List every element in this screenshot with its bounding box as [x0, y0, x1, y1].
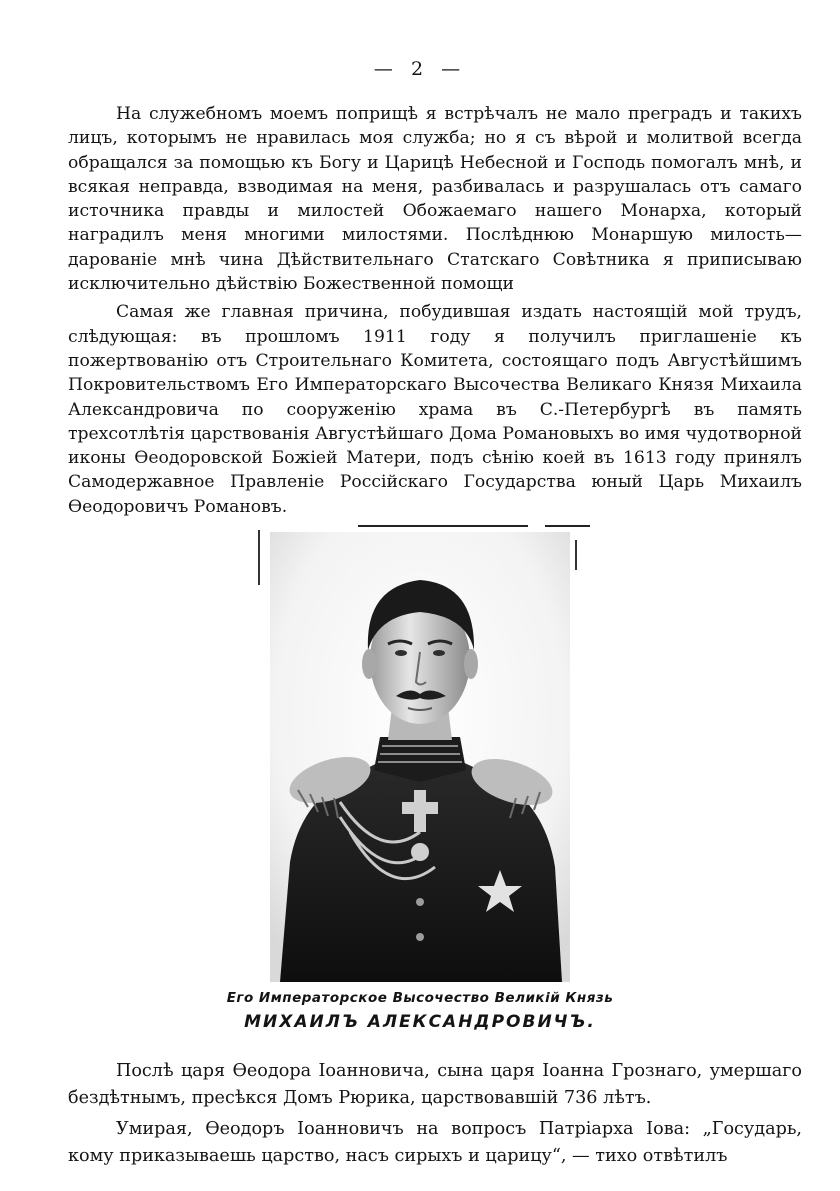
paragraph-main-reason: Самая же главная причина, побудившая издать настоящій мой трудъ, слѣдующая: въ прошломъ 1911 году я получилъ приглашеніе къ пожертвованію отъ Строительнаго Комитета, состоящаго подъ Августѣйшимъ Покровительствомъ Его Императорскаго Высочества Великаго Князя Михаила Александровича по сооруженію храма въ С.-Петербургѣ въ память трехсотлѣтія царствованія Августѣйшаго Дома Романовыхъ во имя чудотворной иконы Ѳеодоровской Божіей Матери, подъ сѣнію коей въ 1613 году принялъ Самодержавное Правленіе Россійскаго Государства юный Царь Михаилъ Ѳеодоровичъ Романовъ. — [68, 302, 802, 517]
page-number: — 2 — — [373, 58, 467, 80]
text-block-top — [68, 102, 802, 519]
paragraph-rurik: Послѣ царя Ѳеодора Іоанновича, сына царя Іоанна Грознаго, умершаго бездѣтнымъ, пресѣкся Домъ Рюрика, царствовавшій 736 лѣтъ. — [68, 1061, 802, 1108]
caption-name: МИХАИЛЪ АЛЕКСАНДРОВИЧЪ. — [244, 1012, 596, 1032]
separator-rule — [358, 525, 528, 527]
paragraph-dying-tsar: Умирая, Ѳеодоръ Іоанновичъ на вопросъ Патріарха Іова: „Государь, кому приказываешь царство, насъ сирыхъ и царицу“, — тихо отвѣтилъ — [68, 1119, 802, 1166]
frame-mark-left — [258, 530, 260, 585]
paragraph-service: На служебномъ моемъ поприщѣ я встрѣчалъ не мало преградъ и такихъ лицъ, которымъ не нравилась моя служба; но я съ вѣрой и молитвой всегда обращался за помощью къ Богу и Царицѣ Небесной и Господь помогалъ мнѣ, и всякая неправда, взводимая на меня, разбивалась и разрушалась отъ самаго источника правды и милостей Обожаемаго нашего Монарха, который наградилъ меня многими милостями. Послѣднюю Монаршую милость—дарованіе мнѣ чина Дѣйствительнаго Статскаго Совѣтника я приписываю исключительно дѣйствію Божественной помощи — [68, 104, 802, 295]
caption-title: Его Императорское Высочество Великій Князь — [226, 990, 614, 1006]
text-block-bottom — [68, 1058, 802, 1170]
portrait-image — [270, 532, 570, 982]
frame-mark-right — [575, 540, 577, 570]
separator-rule-short — [545, 525, 590, 527]
